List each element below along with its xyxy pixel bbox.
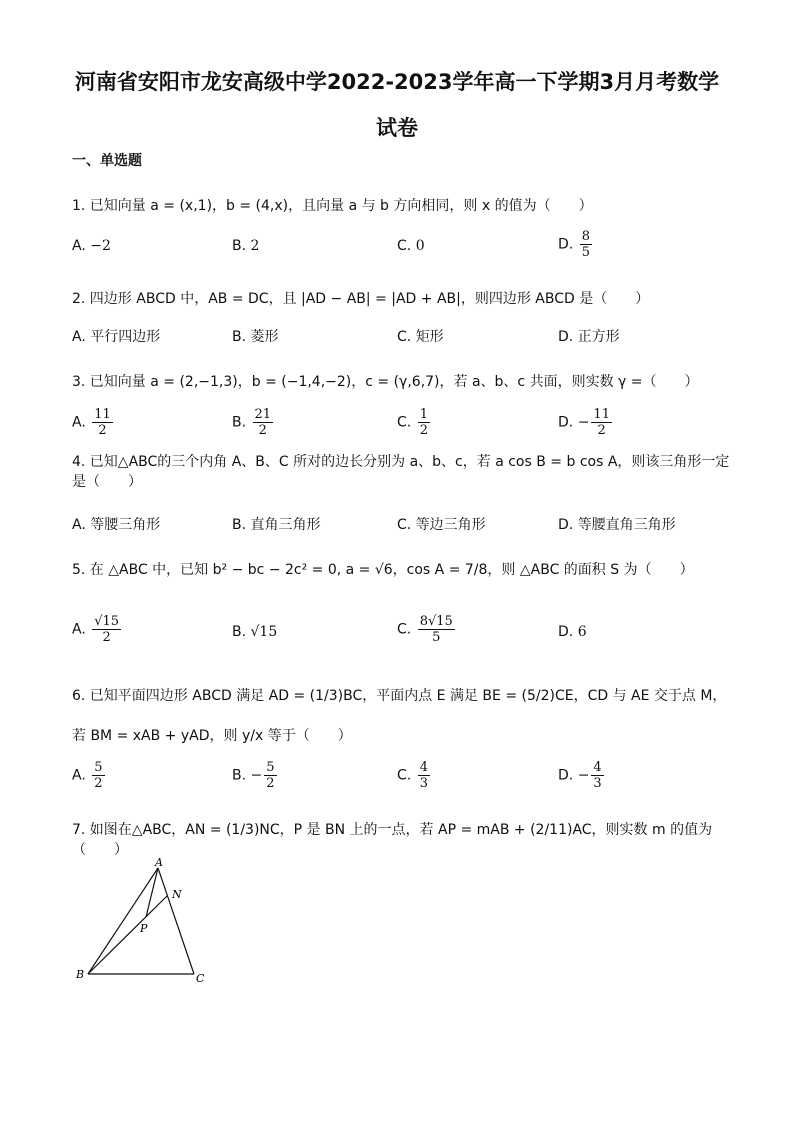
option-a: A. $\frac{11}{2}$ — [72, 407, 111, 438]
question-3 — [72, 372, 732, 392]
option-a: A. $\frac{5}{2}$ — [72, 760, 103, 791]
question-1-options — [72, 229, 732, 268]
option-b: B. $\frac{21}{2}$ — [232, 407, 272, 438]
option-d: D. − $\frac{11}{2}$ — [558, 407, 610, 438]
label-n: N — [172, 888, 182, 901]
question-6-options — [72, 760, 732, 790]
option-c: C. $\frac{1}{2}$ — [397, 407, 428, 438]
exam-title-line1: 河南省安阳市龙安高级中学2022-2023学年高一下学期3月月考数学 — [74, 70, 720, 94]
option-c: C. $\frac{8√15}{5}$ — [397, 614, 453, 645]
label-a: A — [155, 856, 163, 869]
question-7 — [72, 820, 732, 860]
question-7-stem: 7. 如图在△ABC，AN = (1/3)NC，P 是 BN 上的一点，若 AP = mAB + (2/11)AC，则实数 m 的值为（ ） — [72, 822, 713, 858]
option-c: C. $\frac{4}{3}$ — [397, 760, 428, 791]
option-c: C. 等边三角形 — [397, 517, 486, 533]
section-heading: 一、单选题 — [72, 153, 142, 169]
option-d: D. − $\frac{4}{3}$ — [558, 760, 602, 791]
triangle-figure — [72, 856, 222, 991]
question-2 — [72, 289, 732, 309]
option-d: D. $\frac{8}{5}$ — [558, 229, 590, 260]
question-1 — [72, 196, 732, 216]
exam-title-line2: 试卷 — [376, 116, 418, 140]
option-a: A. 平行四边形 — [72, 329, 161, 345]
option-d: D. 等腰直角三角形 — [558, 517, 676, 533]
segment-ap — [146, 868, 158, 917]
question-6 — [72, 676, 732, 756]
option-b: B. √15 — [232, 624, 278, 640]
option-b: B. 菱形 — [232, 329, 279, 345]
option-c: C. 矩形 — [397, 329, 444, 345]
fraction: $\frac{8}{5}$ — [581, 229, 590, 260]
option-b: B. 2 — [232, 238, 260, 254]
question-4 — [72, 452, 732, 492]
option-a: A. −2 — [72, 238, 111, 254]
edge-ac — [158, 868, 194, 974]
segment-bn — [88, 896, 167, 974]
option-a: A. 等腰三角形 — [72, 517, 161, 533]
option-d: D. 正方形 — [558, 329, 620, 345]
label-c: C — [196, 972, 205, 985]
option-a: A. $\frac{√15}{2}$ — [72, 614, 120, 645]
label-b: B — [76, 968, 85, 981]
question-5 — [72, 560, 732, 580]
label-p: P — [140, 922, 148, 935]
question-6-stem: 6. 已知平面四边形 ABCD 满足 AD = (1/3)BC，平面内点 E 满足 BE = (5/2)CE，CD 与 AE 交于点 M，若 BM = xAB + yAD，则 y/x 等于（ ） — [72, 688, 727, 744]
edge-ab — [88, 868, 158, 974]
question-3-options — [72, 407, 732, 437]
option-c: C. 0 — [397, 238, 425, 254]
question-4-options — [72, 514, 732, 544]
question-1-stem: 1. 已知向量 a = (x,1)，b = (4,x)，且向量 a 与 b 方向相同，则 x 的值为（ ） — [72, 198, 593, 214]
question-4-stem: 4. 已知△ABC的三个内角 A、B、C 所对的边长分别为 a、b、c，若 a cos B = b cos A，则该三角形一定是（ ） — [72, 454, 730, 490]
question-2-options — [72, 326, 732, 356]
option-b: B. 直角三角形 — [232, 517, 321, 533]
option-b: B. − $\frac{5}{2}$ — [232, 760, 275, 791]
option-d: D. 6 — [558, 624, 587, 640]
question-2-stem: 2. 四边形 ABCD 中，AB = DC，且 |AD − AB| = |AD + AB|，则四边形 ABCD 是（ ） — [72, 291, 650, 307]
question-5-stem: 5. 在 △ABC 中，已知 b² − bc − 2c² = 0, a = √6，cos A = 7/8，则 △ABC 的面积 S 为（ ） — [72, 562, 694, 578]
question-3-stem: 3. 已知向量 a = (2,−1,3)，b = (−1,4,−2)，c = (γ,6,7)，若 a、b、c 共面，则实数 γ =（ ） — [72, 374, 699, 390]
question-5-options — [72, 614, 732, 644]
